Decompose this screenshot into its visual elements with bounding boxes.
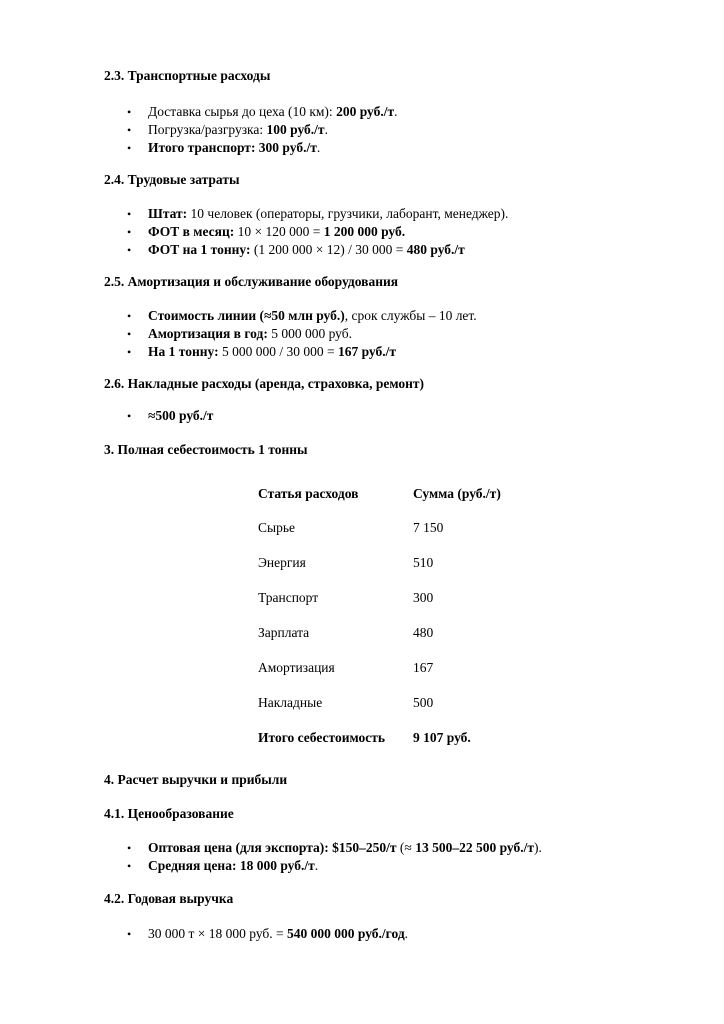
- bullet-icon: •: [127, 327, 132, 341]
- table-header-item: Статья расходов: [258, 486, 359, 501]
- list-item: • 30 000 т × 18 000 руб. = 540 000 000 руб./год.: [127, 926, 409, 941]
- table-cell: Зарплата: [258, 625, 310, 640]
- table-total-label: Итого себестоимость: [258, 730, 386, 745]
- table-cell: Сырье: [258, 520, 295, 535]
- bullet-icon: •: [127, 225, 132, 239]
- list-item: • Стоимость линии (≈50 млн руб.), срок службы – 10 лет.: [127, 308, 477, 323]
- table-cell: Транспорт: [258, 590, 319, 605]
- bullet-icon: •: [127, 345, 132, 359]
- list-item: • ≈500 руб./т: [127, 408, 214, 423]
- list-item: • Погрузка/разгрузка: 100 руб./т.: [127, 122, 328, 137]
- table-cell: 300: [413, 590, 434, 605]
- list-item: • Штат: 10 человек (операторы, грузчики, лаборант, менеджер).: [127, 206, 509, 221]
- list-item: • ФОТ на 1 тонну: (1 200 000 × 12) / 30 000 = 480 руб./т: [127, 242, 465, 257]
- bullet-icon: •: [127, 123, 132, 137]
- bullet-icon: •: [127, 105, 132, 119]
- table-cell: Накладные: [258, 695, 323, 710]
- bullet-icon: •: [127, 841, 132, 855]
- table-cell: 7 150: [413, 520, 444, 535]
- bullet-icon: •: [127, 409, 132, 423]
- section-4-1-heading: 4.1. Ценообразование: [104, 806, 234, 821]
- table-cell: Энергия: [258, 555, 306, 570]
- table-total-value: 9 107 руб.: [413, 730, 471, 745]
- bullet-icon: •: [127, 927, 132, 941]
- section-2-4-heading: 2.4. Трудовые затраты: [104, 172, 240, 187]
- list-item: • На 1 тонну: 5 000 000 / 30 000 = 167 руб./т: [127, 344, 397, 359]
- list-item: • Средняя цена: 18 000 руб./т.: [127, 858, 319, 873]
- table-cell: 500: [413, 695, 434, 710]
- section-4-heading: 4. Расчет выручки и прибыли: [104, 772, 288, 787]
- bullet-icon: •: [127, 207, 132, 221]
- table-header-amount: Сумма (руб./т): [413, 486, 501, 501]
- bullet-icon: •: [127, 243, 132, 257]
- table-cell: 510: [413, 555, 434, 570]
- section-4-2-heading: 4.2. Годовая выручка: [104, 891, 234, 906]
- list-item: • Оптовая цена (для экспорта): $150–250/т (≈ 13 500–22 500 руб./т).: [127, 840, 542, 855]
- section-3-heading: 3. Полная себестоимость 1 тонны: [104, 442, 308, 457]
- section-2-6-heading: 2.6. Накладные расходы (аренда, страховка, ремонт): [104, 376, 424, 391]
- table-cell: 167: [413, 660, 434, 675]
- table-cell: Амортизация: [258, 660, 335, 675]
- section-2-3-heading: 2.3. Транспортные расходы: [104, 68, 271, 83]
- list-item: • Амортизация в год: 5 000 000 руб.: [127, 326, 352, 341]
- list-item: • ФОТ в месяц: 10 × 120 000 = 1 200 000 руб.: [127, 224, 406, 239]
- bullet-icon: •: [127, 859, 132, 873]
- bullet-icon: •: [127, 309, 132, 323]
- table-cell: 480: [413, 625, 434, 640]
- bullet-icon: •: [127, 141, 132, 155]
- list-item: • Доставка сырья до цеха (10 км): 200 руб./т.: [127, 104, 398, 119]
- list-item: • Итого транспорт: 300 руб./т.: [127, 140, 321, 155]
- section-2-5-heading: 2.5. Амортизация и обслуживание оборудования: [104, 274, 399, 289]
